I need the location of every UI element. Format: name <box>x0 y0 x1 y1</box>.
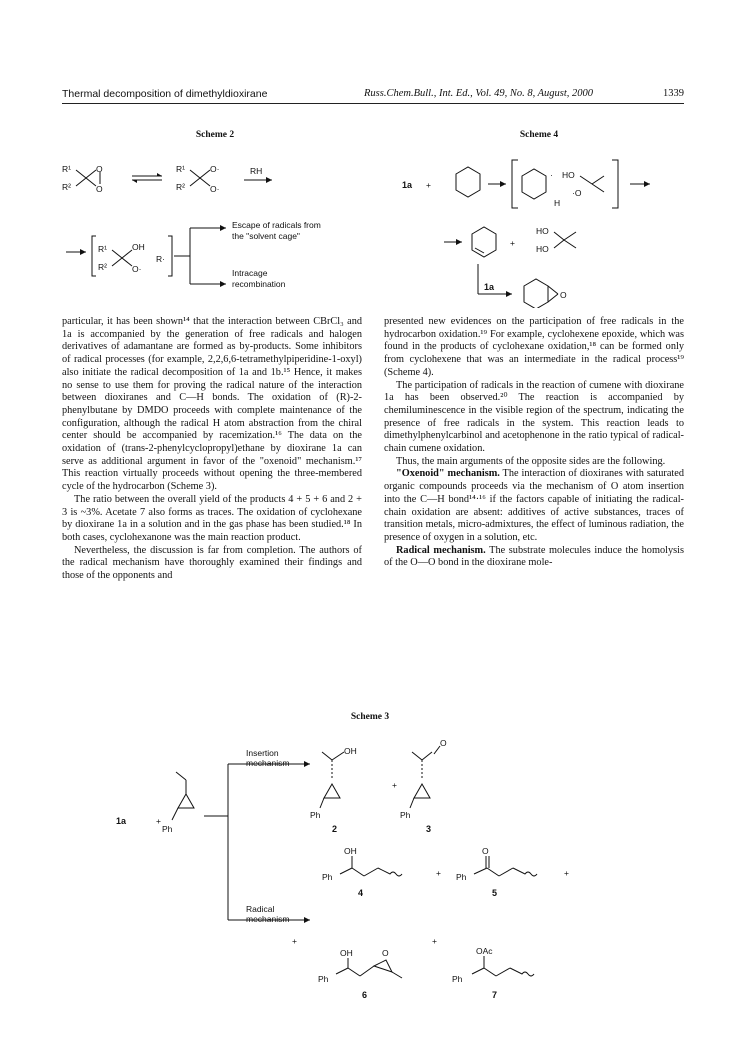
s4-orad: ·O <box>572 188 582 198</box>
s3-o6: O <box>382 948 389 958</box>
radical-text: The substrate molecules induce the homolysis of the O—O bond in the dioxirane mole- <box>384 544 684 569</box>
s2-r2b: R² <box>176 182 185 192</box>
s2-o1: O <box>96 164 103 174</box>
s3-oac: OAc <box>476 946 493 956</box>
right-column <box>384 316 684 570</box>
s2-orad1: O· <box>210 164 220 174</box>
s3-reagent: 1a <box>116 816 127 826</box>
s2-oh: OH <box>132 242 145 252</box>
left-p3: Nevertheless, the discussion is far from completion. The authors of the radical mechanism have thoroughly examined their findings and those of the opponents and <box>62 544 362 582</box>
s3-o5: O <box>482 846 489 856</box>
s2-escape2: the "solvent cage" <box>232 231 300 241</box>
s3-n3: 3 <box>426 824 432 834</box>
oxenoid-heading: "Oxenoid" mechanism. <box>396 468 500 480</box>
scheme4-figure <box>398 148 688 308</box>
s3-radical2: mechanism <box>246 914 290 924</box>
s2-escape: Escape of radicals from <box>232 220 321 230</box>
s2-intracage2: recombination <box>232 279 286 289</box>
running-header <box>62 88 684 104</box>
s3-ph2: Ph <box>310 810 321 820</box>
s3-ph4: Ph <box>322 872 333 882</box>
s2-r1: R¹ <box>62 164 71 174</box>
s3-ph7: Ph <box>452 974 463 984</box>
s4-o: O <box>560 290 567 300</box>
s4-ho2: HO <box>536 226 549 236</box>
s3-oh6: OH <box>340 948 353 958</box>
s3-insertion: Insertion <box>246 748 279 758</box>
s3-n7: 7 <box>492 990 498 1000</box>
s4-plus2: + <box>510 238 515 248</box>
s4-ho1: HO <box>562 170 575 180</box>
left-p1: particular, it has been shown¹⁴ that the interaction between CBrCl₃ and 1a is accompanied by the generation of free radicals and halogen derivatives of adamantane are formed as by-products. Some inhibitors of radical processes (for example, 2,2,6,6-tetramethylpiperidine-1-oxyl) also initiate the radical decomposition of 1a and 1b.¹⁵ Hence, it makes no sense to use them for proving the radical nature of the interaction between dioxiranes and C—H bonds. The oxidation of (R)-2-phenylbutane by DMDO proceeds with complete maintenance of the configuration, although the radical H atom abstraction from the chiral center should be accompanied by racemization.¹⁶ The data on the oxidation of (trans-2-phenylcyclopropyl)ethane by dioxirane 1a can serve as additional argument in favor of the "oxenoid" mechanism.¹⁷ This reaction virtually proceeds without opening the three-membered cycle of the hydrocarbon (Scheme 3). <box>62 316 362 493</box>
s4-plus1: + <box>426 180 431 190</box>
s3-plus1: + <box>392 780 397 790</box>
s3-ph3: Ph <box>400 810 411 820</box>
s3-n4: 4 <box>358 888 364 898</box>
page-number: 1339 <box>663 88 684 99</box>
scheme2-figure <box>60 148 370 298</box>
s3-plus4: + <box>292 936 297 946</box>
s3-ph6: Ph <box>318 974 329 984</box>
s4-reagent2: 1a <box>484 282 495 292</box>
s3-plus2: + <box>436 868 441 878</box>
s3-o3: O <box>440 738 447 748</box>
s3-n6: 6 <box>362 990 368 1000</box>
s2-r2c: R² <box>98 262 107 272</box>
s2-intracage: Intracage <box>232 268 268 278</box>
s4-reagent: 1a <box>402 180 413 190</box>
s3-radical: Radical <box>246 904 275 914</box>
s2-orad2: O· <box>210 184 220 194</box>
s3-oh4: OH <box>344 846 357 856</box>
s3-ph5: Ph <box>456 872 467 882</box>
oxenoid-text: The interaction of dioxiranes with saturated organic compounds proceeds via the mechanism of O atom insertion into the C—H bond¹⁴·¹⁶ if the factors capable of initiating the radical-chain oxidation are absent: additives of active substances, traces of transition metals, micro-admixtures, the effect of luminous radiation, the presence of oxygen in a solution, etc. <box>384 468 684 543</box>
header-title: Thermal decomposition of dimethyldioxirane <box>62 88 268 100</box>
s3-n5: 5 <box>492 888 498 898</box>
s3-plus5: + <box>432 936 437 946</box>
radical-heading: Radical mechanism. <box>396 544 486 556</box>
s2-rh: RH <box>250 166 263 176</box>
s2-rrad: R· <box>156 254 165 264</box>
s3-oh2: OH <box>344 746 357 756</box>
s2-r1b: R¹ <box>176 164 185 174</box>
s4-ho3: HO <box>536 244 549 254</box>
right-p4 <box>384 468 684 544</box>
right-p2: The participation of radicals in the reaction of cumene with dioxirane 1a has been observed.²⁰ The reaction is accompanied by chemiluminescence in the visible region of the spectrum, indicating the presence of free radicals in the system. This reaction leads to dimethylphenylcarbinol and acetophenone in the ratio typical of radical-chain cumene oxidation. <box>384 379 684 455</box>
s2-o2: O <box>96 184 103 194</box>
right-p1: presented new evidences on the participation of free radicals in the hydrocarbon oxidation.¹⁹ For example, cyclohexene epoxide, which was found in the products of cyclohexane oxidation,¹⁸ can be formed only from cyclohexene that was an intermediate in the radical process¹⁹ (Scheme 4). <box>384 316 684 378</box>
s3-ph0: Ph <box>162 824 173 834</box>
s3-plus3: + <box>564 868 569 878</box>
right-p5 <box>384 545 684 570</box>
s2-r1c: R¹ <box>98 244 107 254</box>
left-p2: The ratio between the overall yield of the products 4 + 5 + 6 and 2 + 3 is ~3%. Acetate 7 also forms as traces. The oxidation of cyclohexane by dioxirane 1a in a solution and in the gas phase has been studied.¹⁸ In both cases, cyclohexanone was the main reaction product. <box>62 493 362 543</box>
right-p3: Thus, the main arguments of the opposite sides are the following. <box>396 455 666 467</box>
s3-n2: 2 <box>332 824 338 834</box>
s2-r2: R² <box>62 182 71 192</box>
left-column <box>62 316 362 583</box>
scheme3-figure <box>100 732 660 1032</box>
scheme3-title: Scheme 3 <box>350 712 390 722</box>
header-journal: Russ.Chem.Bull., Int. Ed., Vol. 49, No. 8, August, 2000 <box>364 88 594 99</box>
s2-orad3: O· <box>132 264 142 274</box>
s3-plus0: + <box>156 816 161 826</box>
scheme2-title: Scheme 2 <box>195 130 235 140</box>
svg-text:·: · <box>550 170 553 180</box>
s4-h: H <box>554 198 561 208</box>
s3-insertion2: mechanism <box>246 758 290 768</box>
scheme4-title: Scheme 4 <box>519 130 559 140</box>
